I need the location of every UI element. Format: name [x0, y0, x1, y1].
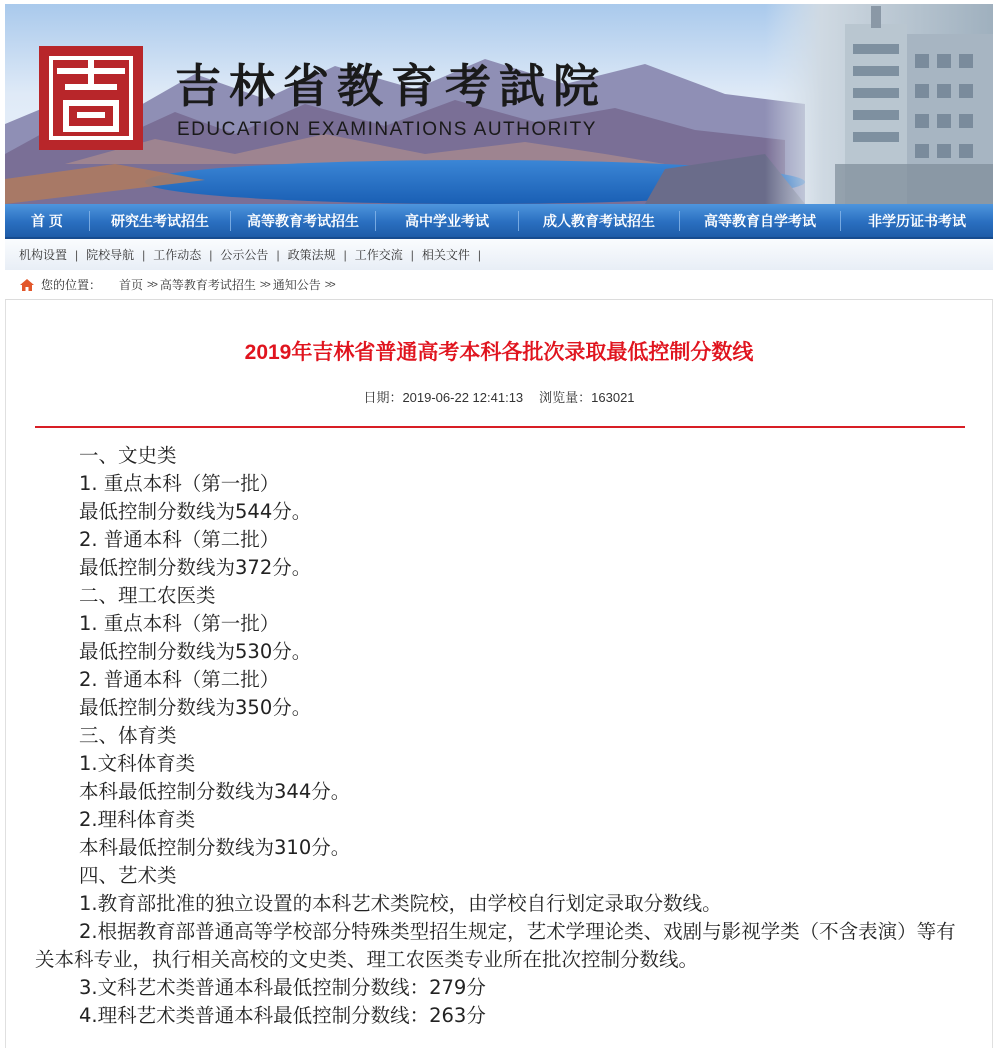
double-chevron-right-icon: >> [147, 278, 156, 291]
paragraph: 2. 普通本科（第二批） [79, 668, 280, 691]
paragraph: 四、艺术类 [79, 864, 177, 887]
paragraph: 一、文史类 [79, 444, 177, 467]
subnav-college-guide[interactable]: 院校导航 [86, 248, 135, 262]
breadcrumb [5, 270, 993, 300]
article-meta [6, 387, 992, 406]
paragraph: 1. 重点本科（第一批） [79, 472, 280, 495]
paragraph: 1.教育部批准的独立设置的本科艺术类院校，由学校自行划定录取分数线。 [79, 892, 722, 915]
home-icon [19, 278, 35, 292]
paragraph: 1. 重点本科（第一批） [79, 612, 280, 635]
paragraph: 2.理科体育类 [79, 808, 196, 831]
article-title: 2019年吉林省普通高考本科各批次录取最低控制分数线 [244, 341, 754, 364]
site-title: 吉林省教育考試院 [175, 59, 607, 113]
header-banner [5, 4, 993, 204]
subnav-divider: | [276, 247, 280, 262]
main-nav [5, 204, 993, 239]
nav-high-school-exams[interactable]: 高中学业考试 [405, 212, 489, 229]
subnav-divider: | [477, 247, 481, 262]
paragraph: 2. 普通本科（第二批） [79, 528, 280, 551]
paragraph: 三、体育类 [79, 724, 177, 747]
paragraph: 最低控制分数线为530分。 [79, 640, 312, 663]
subnav-work-exchange[interactable]: 工作交流 [354, 248, 403, 262]
seal-glyph [49, 56, 133, 140]
article-views: 浏览量：163021 [539, 390, 635, 405]
paragraph: 3.文科艺术类普通本科最低控制分数线：279分 [79, 976, 486, 999]
subnav-organization[interactable]: 机构设置 [19, 248, 68, 262]
subnav-public-notices[interactable]: 公示公告 [220, 248, 269, 262]
nav-higher-education-admissions[interactable]: 高等教育考试招生 [247, 212, 359, 229]
paragraph: 二、理工农医类 [79, 584, 216, 607]
paragraph: 1.文科体育类 [79, 752, 196, 775]
article-body [35, 442, 965, 1030]
subnav-related-documents[interactable]: 相关文件 [421, 248, 470, 262]
paragraph: 4.理科艺术类普通本科最低控制分数线：263分 [79, 1004, 486, 1027]
sub-nav [5, 239, 993, 270]
paragraph: 最低控制分数线为350分。 [79, 696, 312, 719]
subnav-work-news[interactable]: 工作动态 [153, 248, 202, 262]
breadcrumb-home[interactable]: 首页 [119, 278, 144, 292]
breadcrumb-prefix: 您的位置： [41, 278, 102, 292]
breadcrumb-notices[interactable]: 通知公告 [272, 278, 321, 292]
paragraph: 2.根据教育部普通高等学校部分特殊类型招生规定，艺术学理论类、戏剧与影视学类（不含表演）等有关本科专业，执行相关高校的文史类、理工农医类专业所在批次控制分数线。 [35, 920, 956, 971]
nav-home[interactable]: 首 页 [31, 212, 63, 229]
double-chevron-right-icon: >> [259, 278, 269, 291]
nav-graduate-admissions[interactable]: 研究生考试招生 [111, 212, 209, 229]
paragraph: 最低控制分数线为544分。 [79, 500, 312, 523]
article-panel [5, 300, 993, 1048]
site-subtitle: EDUCATION EXAMINATIONS AUTHORITY [177, 119, 597, 140]
paragraph: 最低控制分数线为372分。 [79, 556, 312, 579]
nav-non-degree-certificate-exams[interactable]: 非学历证书考试 [868, 212, 966, 229]
subnav-divider: | [343, 247, 347, 262]
paragraph: 本科最低控制分数线为310分。 [79, 836, 351, 859]
breadcrumb-higher-education-admissions[interactable]: 高等教育考试招生 [159, 278, 256, 292]
subnav-divider: | [410, 247, 414, 262]
nav-self-study-exams[interactable]: 高等教育自学考试 [704, 212, 816, 229]
article-date: 日期：2019-06-22 12:41:13 [363, 390, 524, 405]
subnav-divider: | [209, 247, 213, 262]
logo-seal [39, 46, 143, 150]
subnav-divider: | [142, 247, 146, 262]
nav-adult-education-admissions[interactable]: 成人教育考试招生 [543, 212, 655, 229]
title-divider [35, 426, 965, 428]
subnav-divider: | [75, 247, 79, 262]
double-chevron-right-icon: >> [324, 278, 334, 291]
paragraph: 本科最低控制分数线为344分。 [79, 780, 351, 803]
subnav-policies-regulations[interactable]: 政策法规 [287, 248, 336, 262]
